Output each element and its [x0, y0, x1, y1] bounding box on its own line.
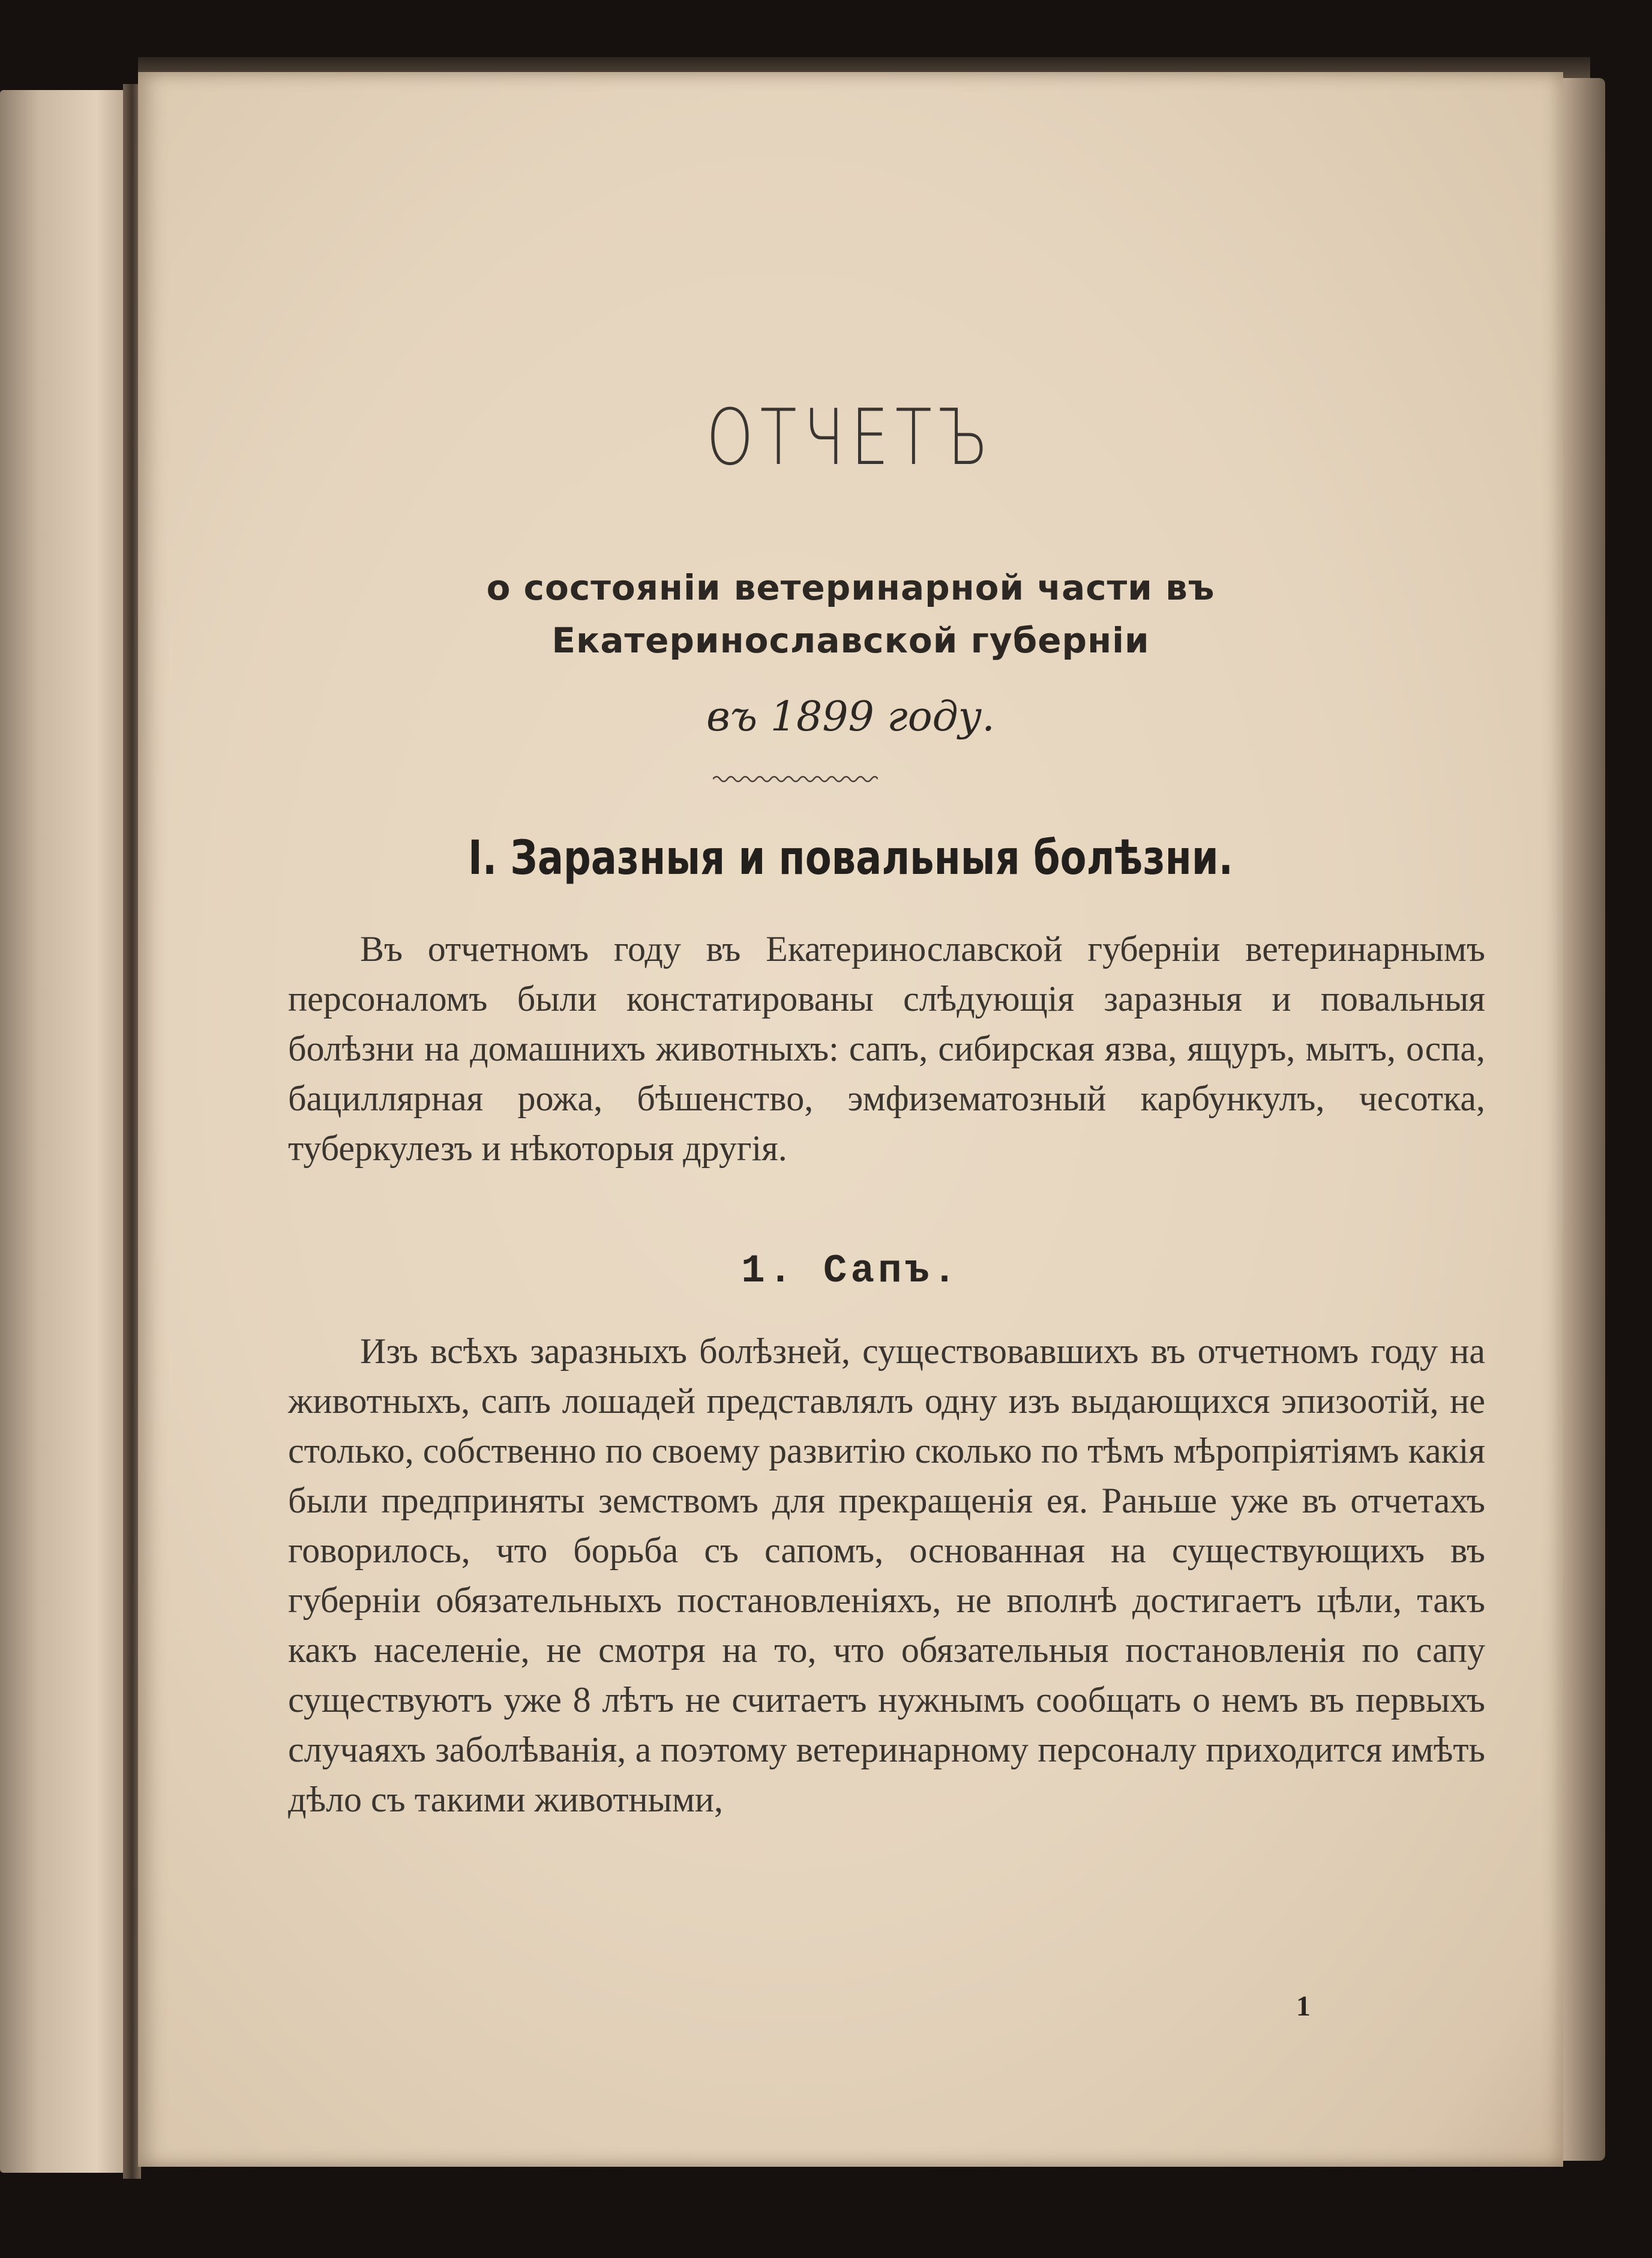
page-title: ОТЧЕТЪ [706, 393, 995, 483]
book-page [138, 72, 1563, 2167]
page-content [138, 72, 1563, 2167]
body-paragraph: Изъ всѣхъ заразныхъ болѣзней, существовавшихъ въ отчетномъ году на животныхъ, сапъ лошадей представлялъ одну изъ выдающихся эпизоотiй, не столько, собственно по своему развитiю сколько по тѣмъ мѣропрiятiямъ какiя были предприняты земствомъ для прекращенiя ея. Раньше уже въ отчетахъ говорилось, что борьба съ сапомъ, основанная на существующихъ въ губернiи обязательныхъ постановленiяхъ, не вполнѣ достигаетъ цѣли, такъ какъ населенiе, не смотря на то, что обязательныя постановленiя по сапу существуютъ уже 8 лѣтъ не считаетъ нужнымъ сообщать о немъ въ первыхъ случаяхъ заболѣванiя, а поэтому ветеринарному персоналу приходится имѣть дѣло съ такими животными, [288, 1331, 1485, 1819]
report-subtitle: о состоянiи ветеринарной части въ Екатеринославской губернiи [486, 567, 1215, 661]
left-page-edge [0, 90, 129, 2173]
subsection-heading: 1. Сапъ. [741, 1248, 960, 1293]
page-number: 1 [1296, 1990, 1311, 2022]
report-year: въ 1899 году. [706, 693, 995, 741]
body-paragraph: Въ отчетномъ году въ Екатеринославской губернiи ветеринарнымъ персоналомъ были констатированы слѣдующiя заразныя и повальныя болѣзни на домашнихъ животныхъ: сапъ, сибирская язва, ящуръ, мытъ, оспа, бациллярная рожа, бѣшенство, эмфизематозный карбункулъ, чесотка, туберкулезъ и нѣкоторыя другiя. [288, 929, 1485, 1168]
section-heading: I. Заразныя и повальныя болѣзни. [468, 831, 1233, 885]
wavy-divider-ornament [713, 773, 878, 785]
